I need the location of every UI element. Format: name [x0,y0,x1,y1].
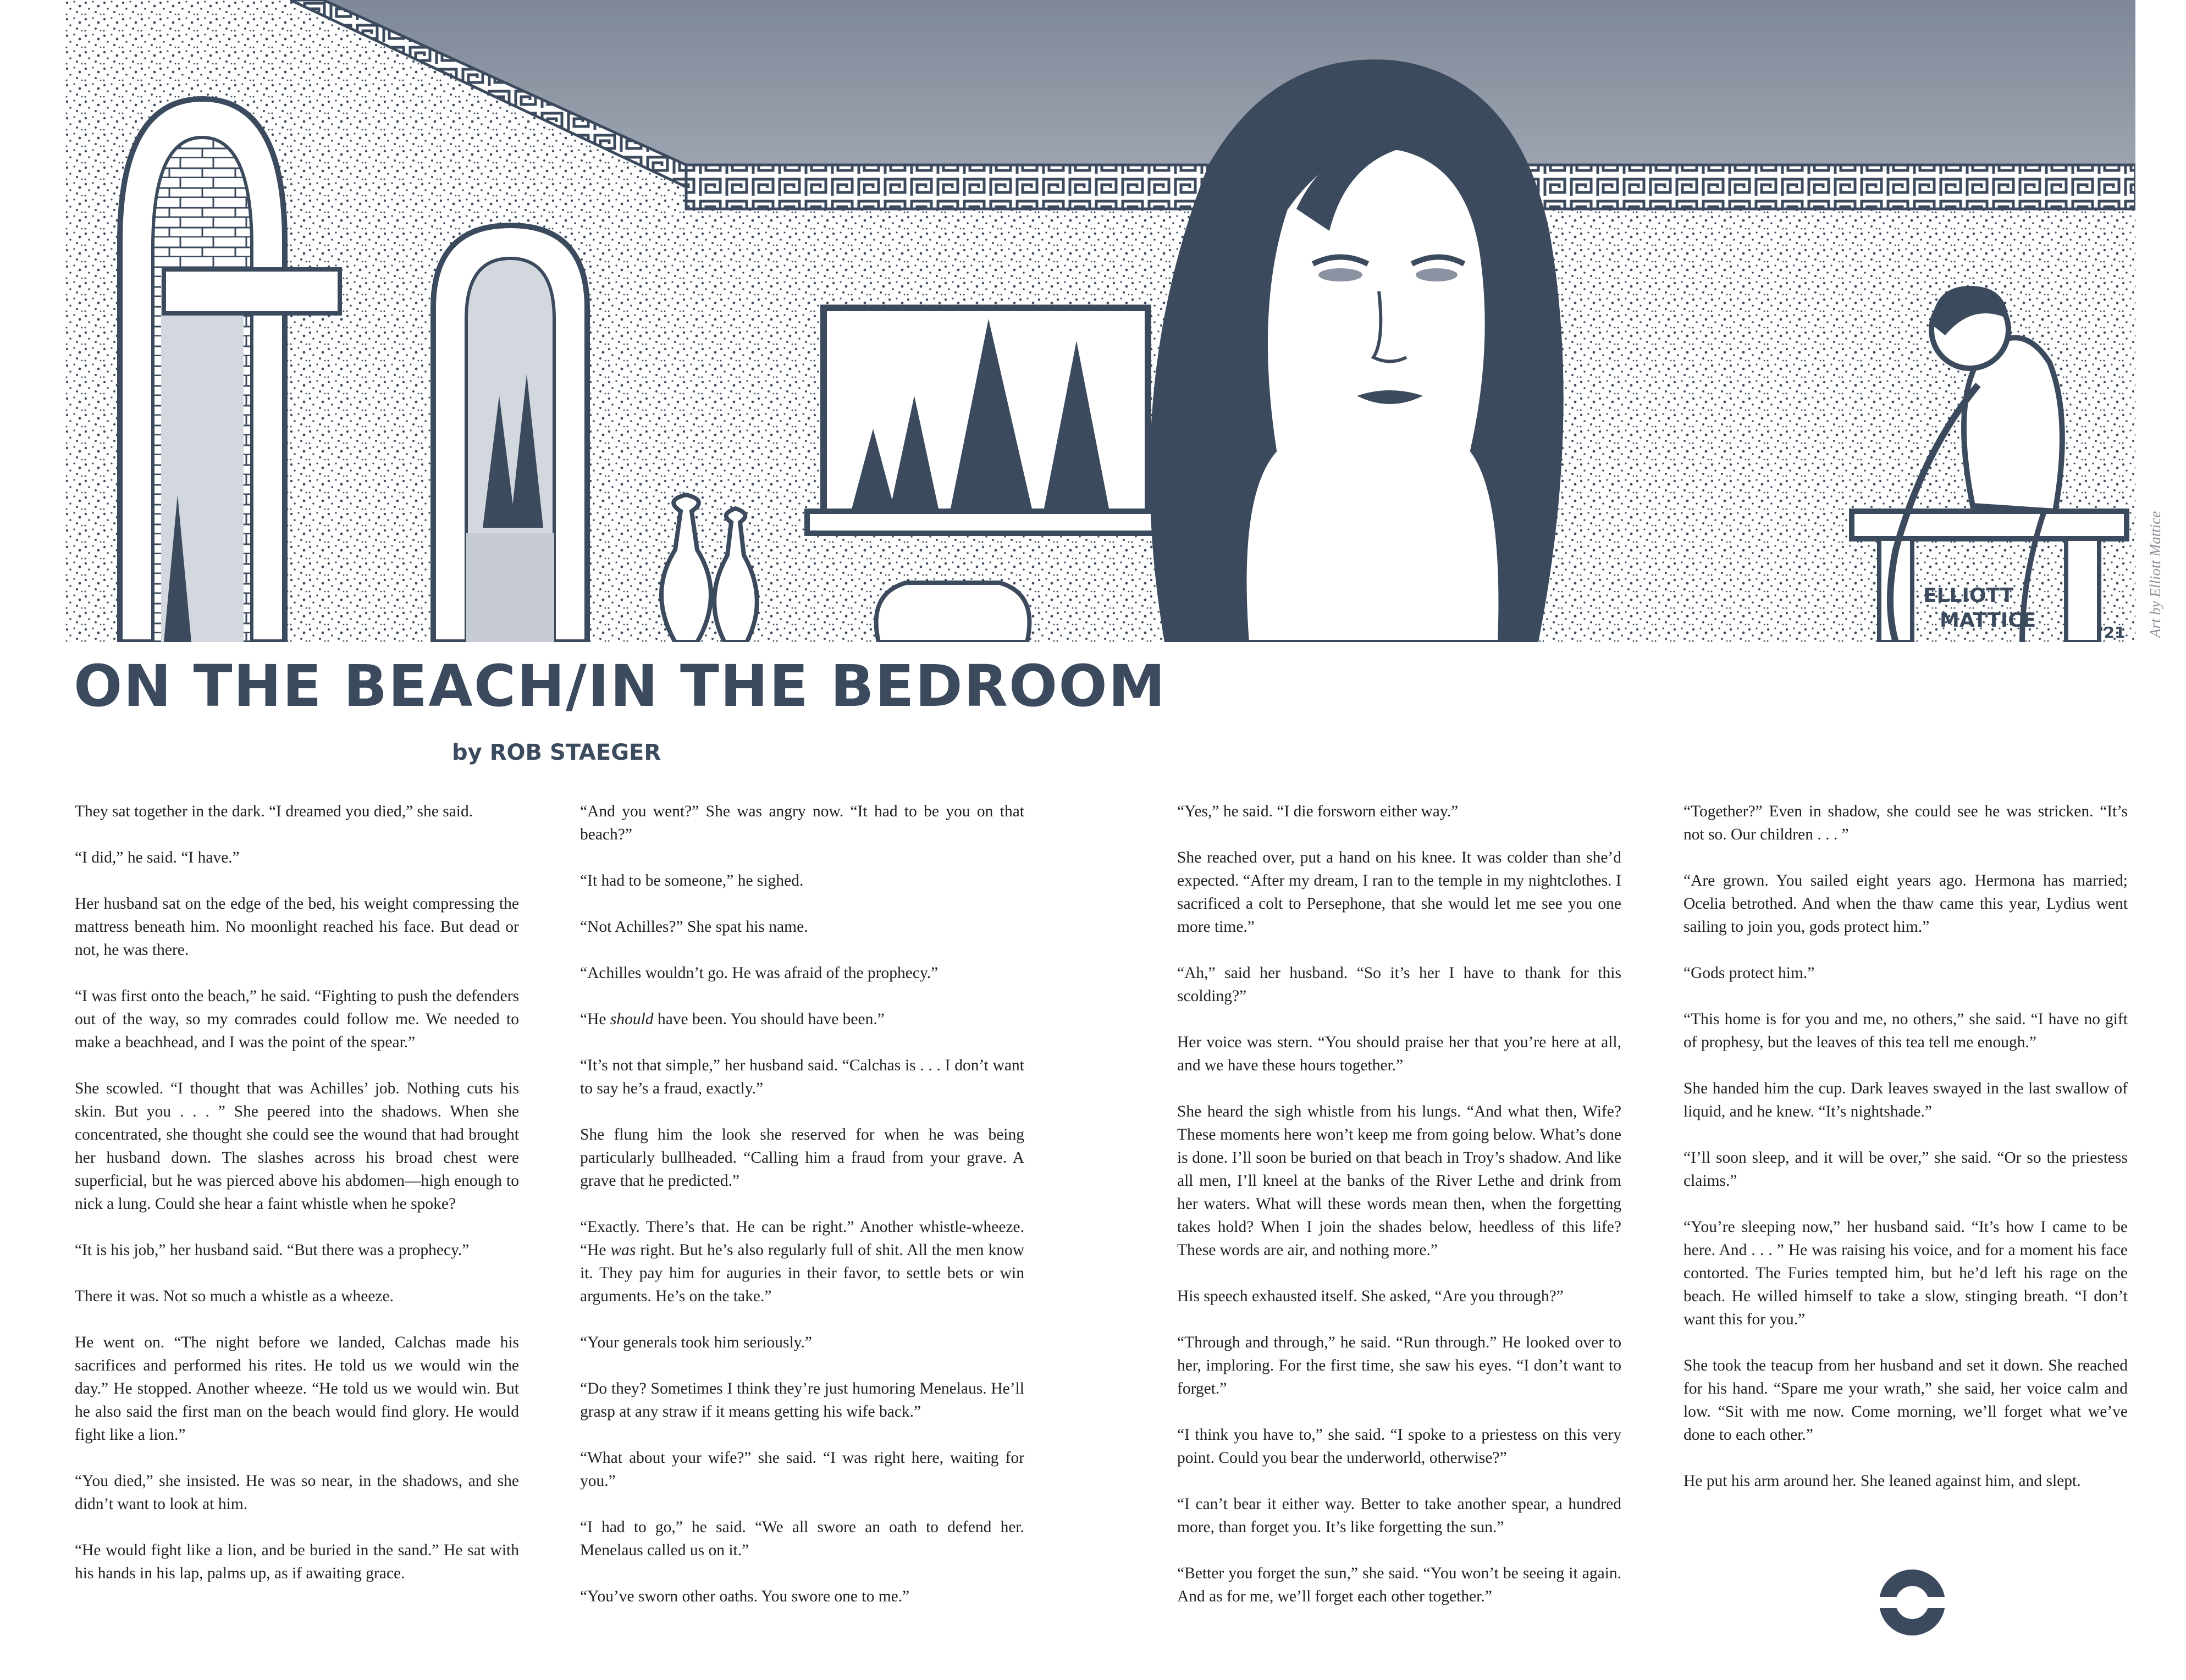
story-paragraph [1177,961,1621,1008]
paragraph-text: Her husband sat on the edge of the bed, his weight compressing the mattress beneath him. No moonlight reached his face. But dead or not, he was there. [75,895,519,959]
paragraph-text: “It had to be someone,” he sighed. [580,872,804,889]
paragraph-text: “And you went?” She was angry now. “It had to be you on that beach?” [580,803,1024,843]
paragraph-text: “Better you forget the sun,” she said. “You won’t be seeing it again. And as for me, we’ll forget each other together.” [1177,1565,1621,1605]
story-paragraph [75,800,519,823]
paragraph-text: “I had to go,” he said. “We all swore an oath to defend her. Menelaus called us on it.” [580,1518,1024,1559]
story-paragraph [580,1446,1024,1493]
paragraph-text: “Gods protect him.” [1683,964,1815,982]
story-paragraph [580,869,1024,892]
paragraph-text: “I think you have to,” she said. “I spoke to a priestess on this very point. Could you bear the underworld, otherwise?” [1177,1426,1621,1467]
paragraph-text: She reached over, put a hand on his knee. It was colder than she’d expected. “After my dream, I ran to the temple in my nightclothes. I sacrificed a colt to Persephone, that she would let me see you one more time.” [1177,849,1621,936]
story-paragraph [580,961,1024,985]
story-paragraph [1683,869,2128,938]
paragraph-text: “What about your wife?” she said. “I was right here, waiting for you.” [580,1449,1024,1490]
paragraph-text: “He would fight like a lion, and be buried in the sand.” He sat with his hands in his lap, palms up, as if awaiting grace. [75,1541,519,1582]
story-paragraph [580,1054,1024,1100]
story-paragraph [580,1008,1024,1031]
paragraph-text: She scowled. “I thought that was Achilles’ job. Nothing cuts his skin. But you . . . ” She peered into the shadows. When she concentrated, she thought she could see the wound that had brought her husband down. The slashes across his broad chest were superficial, but he was pierced above his abdomen—high enough to nick a lung. Could she hear a faint whistle when he spoke? [75,1080,519,1213]
story-paragraph [580,1585,1024,1608]
svg-text:ELLIOTT: ELLIOTT [1923,584,2014,607]
svg-text:'21: '21 [2099,623,2126,642]
paragraph-text: “He [580,1010,610,1028]
story-paragraph [1683,800,2128,846]
story-paragraph [1177,1423,1621,1469]
text-column-1 [75,800,519,1608]
paragraph-text: She flung him the look she reserved for when he was being particularly bullheaded. “Calling him a fraud from your grave. A grave that he predicted.” [580,1126,1024,1190]
story-paragraph [1683,961,2128,985]
story-paragraph [75,1285,519,1308]
story-paragraph [1177,1562,1621,1608]
story-paragraph [580,915,1024,938]
story-paragraph [1683,1077,2128,1123]
paragraph-text: “It is his job,” her husband said. “But there was a prophecy.” [75,1241,470,1259]
story-paragraph [1177,800,1621,823]
story-paragraph [75,1539,519,1585]
story-paragraph [580,800,1024,846]
end-of-story-mark [1878,1568,1946,1639]
paragraph-text: “Through and through,” he said. “Run through.” He looked over to her, imploring. For the first time, she saw his eyes. “I don’t want to forget.” [1177,1334,1621,1397]
story-illustration [65,0,2135,642]
paragraph-text: have been. You should have been.” [653,1010,885,1028]
paragraph-text: “Do they? Sometimes I think they’re just humoring Menelaus. He’ll grasp at any straw if it means getting his wife back.” [580,1380,1024,1421]
story-paragraph [1683,1354,2128,1446]
paragraph-text: “I can’t bear it either way. Better to take another spear, a hundred more, than forget you. It’s like forgetting the sun.” [1177,1495,1621,1536]
story-paragraph [580,1516,1024,1562]
paragraph-text: He went on. “The night before we landed, Calchas made his sacrifices and performed his rites. He told us we would win the day.” He stopped. Another wheeze. “He told us we would win. But he also said the first man on the beach would find glory. He would fight like a lion.” [75,1334,519,1444]
paragraph-text: Her voice was stern. “You should praise her that you’re here at all, and we have these hours together.” [1177,1034,1621,1074]
byline [452,742,661,764]
emphasis-text: should [610,1010,654,1028]
paragraph-text: “Ah,” said her husband. “So it’s her I have to thank for this scolding?” [1177,964,1621,1005]
story-title: ON THE BEACH/IN THE BEDROOM [74,653,1167,720]
paragraph-text: He put his arm around her. She leaned against him, and slept. [1683,1472,2081,1490]
paragraph-text: “You’re sleeping now,” her husband said. “It’s how I came to be here. And . . . ” He was raising his voice, and for a moment his face contorted. The Furies tempted him, but he’d left his rage on the beach. He willed himself to take a slow, stinging breath. “I don’t want this for you.” [1683,1218,2128,1328]
paragraph-text: “Are grown. You sailed eight years ago. Hermona has married; Ocelia betrothed. And when the thaw came this year, Lydius went sailing to join you, gods protect him.” [1683,872,2128,936]
story-paragraph [1683,1215,2128,1331]
story-paragraph [1683,1008,2128,1054]
story-paragraph [1177,846,1621,938]
paragraph-text: She handed him the cup. Dark leaves swayed in the last swallow of liquid, and he knew. “It’s nightshade.” [1683,1080,2128,1120]
paragraph-text: “You’ve sworn other oaths. You swore one to me.” [580,1588,910,1605]
story-paragraph [1683,1146,2128,1192]
paragraph-text: “I was first onto the beach,” he said. “Fighting to push the defenders out of the way, so my comrades could follow me. We needed to make a beachhead, and I was the point of the spear.” [75,987,519,1051]
paragraph-text: There it was. Not so much a whistle as a wheeze. [75,1287,394,1305]
story-paragraph [75,1469,519,1516]
story-paragraph [1177,1031,1621,1077]
emphasis-text: was [610,1241,636,1259]
paragraph-text: His speech exhausted itself. She asked, “Are you through?” [1177,1287,1564,1305]
paragraph-text: “Not Achilles?” She spat his name. [580,918,808,936]
text-column-3 [1177,800,1621,1631]
paragraph-text: “Exactly. There’s that. He can be right.” Another whistle-wheeze. “He [580,1218,1024,1259]
paragraph-text: “It’s not that simple,” her husband said. “Calchas is . . . I don’t want to say he’s a fraud, exactly.” [580,1057,1024,1097]
story-paragraph [75,1331,519,1446]
story-paragraph [75,985,519,1054]
paragraph-text: right. But he’s also regularly full of shit. All the men know it. They pay him for auguries in their favor, to settle bets or win arguments. He’s on the take.” [580,1241,1025,1305]
paragraph-text: “You died,” she insisted. He was so near, in the shadows, and she didn’t want to look at him. [75,1472,519,1513]
story-paragraph [1177,1331,1621,1400]
paragraph-text: “This home is for you and me, no others,” she said. “I have no gift of prophesy, but the leaves of this tea tell me enough.” [1683,1010,2128,1051]
paragraph-text: She heard the sigh whistle from his lungs. “And what then, Wife? These moments here won’t keep me from going below. What’s done is done. I’ll soon be buried on that beach in Troy’s shadow. And like all men, I’ll kneel at the banks of the River Lethe and drink from her waters. What will these words mean then, when the forgetting takes hold? When I join the shades below, heedless of this life? These words are air, and nothing more.” [1177,1103,1621,1259]
story-paragraph [75,846,519,869]
byline-prefix: by [452,740,482,765]
paragraph-text: “Achilles wouldn’t go. He was afraid of the prophecy.” [580,964,939,982]
story-paragraph [1177,1493,1621,1539]
story-paragraph [580,1331,1024,1354]
paragraph-text: They sat together in the dark. “I dreamed you died,” she said. [75,803,473,820]
story-paragraph [580,1123,1024,1192]
paragraph-text: “Your generals took him seriously.” [580,1334,812,1351]
paragraph-text: “I did,” he said. “I have.” [75,849,240,866]
paragraph-text: “Yes,” he said. “I die forsworn either way.” [1177,803,1459,820]
story-paragraph [75,1239,519,1262]
story-paragraph [75,1077,519,1215]
story-paragraph [75,892,519,961]
story-paragraph [580,1377,1024,1423]
courtyard-illustration-icon [65,0,2135,642]
text-column-4 [1683,800,2128,1516]
paragraph-text: “Together?” Even in shadow, she could see he was stricken. “It’s not so. Our children . . . ” [1683,803,2128,843]
story-paragraph [1683,1469,2128,1493]
art-credit-text: Art by Elliott Mattice [2147,511,2163,638]
story-paragraph [1177,1100,1621,1262]
author-name: ROB STAEGER [489,740,661,765]
text-column-2 [580,800,1024,1631]
story-paragraph [1177,1285,1621,1308]
paragraph-text: “I’ll soon sleep, and it will be over,” she said. “Or so the priestess claims.” [1683,1149,2128,1190]
end-of-story-mark-icon [1878,1568,1946,1637]
svg-text:MATTICE: MATTICE [1940,609,2036,632]
paragraph-text: She took the teacup from her husband and set it down. She reached for his hand. “Spare me your wrath,” she said, her voice calm and low. “Sit with me now. Come morning, we’ll forget what we’ve done to each other.” [1683,1357,2128,1444]
story-paragraph [580,1215,1024,1308]
